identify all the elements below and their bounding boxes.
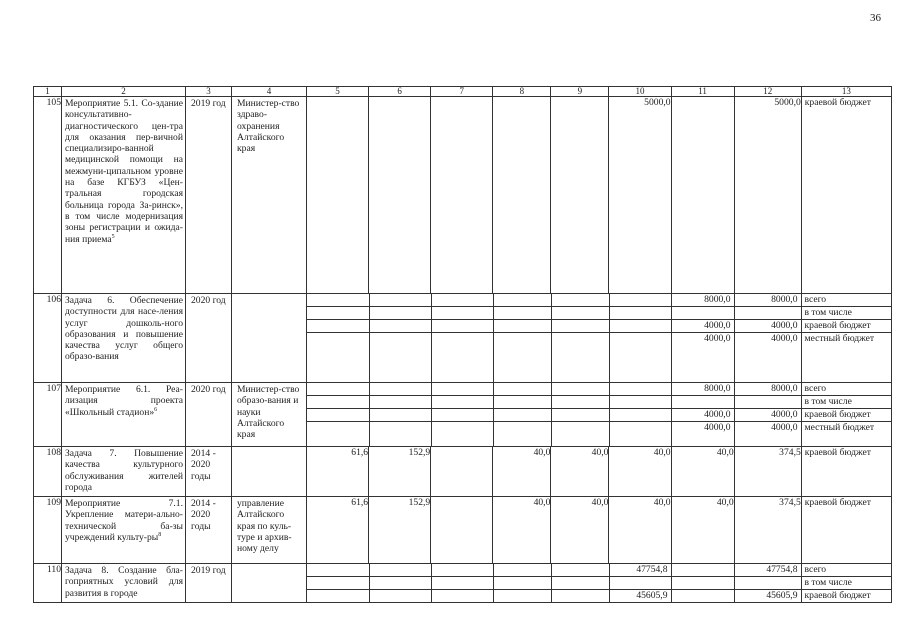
header-cell: 9 xyxy=(551,87,609,97)
funding-source: в том числе xyxy=(801,396,891,409)
activity-name: Задача 7. Повышение качества культурного обслуживания жителей города xyxy=(65,448,183,493)
value-cell: 4000,0 xyxy=(671,320,734,333)
funding-breakdown xyxy=(307,564,892,603)
period: 2020 год xyxy=(191,384,226,395)
footnote-mark: 5 xyxy=(111,233,115,240)
value-cell xyxy=(493,97,551,294)
funding-source: в том числе xyxy=(801,577,891,590)
row-number: 110 xyxy=(34,564,62,603)
activity-name-cell xyxy=(62,294,186,383)
header-cell: 2 xyxy=(62,87,186,97)
total-value: 4000,0 xyxy=(734,422,801,447)
value-cell xyxy=(431,447,493,497)
funding-source: всего xyxy=(801,564,891,577)
department-cell xyxy=(232,447,307,497)
department-cell xyxy=(232,383,307,447)
page-number: 36 xyxy=(870,12,881,24)
program-activities-table xyxy=(33,86,892,603)
period: 2020 год xyxy=(191,295,226,306)
header-cell: 5 xyxy=(307,87,369,97)
value-cell: 40,0 xyxy=(493,447,551,497)
funding-source: краевой бюджет xyxy=(801,497,891,564)
funding-source: местный бюджет xyxy=(801,333,891,383)
activity-name: Задача 8. Создание бла-гоприятных условий для развития в городе xyxy=(65,565,183,599)
funding-source: всего xyxy=(801,294,891,307)
header-cell: 4 xyxy=(232,87,307,97)
department-cell xyxy=(232,497,307,564)
period-cell xyxy=(186,564,232,603)
table-row-108 xyxy=(34,447,892,497)
funding-source: краевой бюджет xyxy=(801,447,891,497)
value-cell: 45605,9 xyxy=(609,590,671,603)
value-cell: 40,0 xyxy=(493,497,551,564)
table-row-105 xyxy=(34,97,892,294)
table-row-109 xyxy=(34,497,892,564)
department-cell xyxy=(232,97,307,294)
period-cell xyxy=(186,447,232,497)
value-cell: 47754,8 xyxy=(609,564,671,577)
activity-name: Мероприятие 5.1. Со-здание консультативно-диагностического цен-тра для оказания пер-вичной специализиро-ванной медицинской помощи на межмуни-ципальном уровне на базе КГБУЗ «Цен-тральная городская больница города За-ринск», в том числе модернизация зоны регистрации и ожида-ния приема xyxy=(65,98,183,245)
row-number: 105 xyxy=(34,97,62,294)
funding-source: всего xyxy=(801,383,891,396)
header-cell: 3 xyxy=(186,87,232,97)
value-cell: 8000,0 xyxy=(671,383,734,396)
department: управление Алтайского края по куль-туре и архив-ному делу xyxy=(237,498,292,555)
footnote-mark: 8 xyxy=(158,531,162,538)
value-cell: 40,0 xyxy=(551,497,609,564)
value-cell xyxy=(431,97,493,294)
department: Министер-ство образо-вания и науки Алтайского края xyxy=(237,384,300,441)
value-cell: 61,6 xyxy=(307,497,369,564)
activity-name-cell xyxy=(62,383,186,447)
header-cell: 11 xyxy=(671,87,734,97)
value-cell xyxy=(671,97,734,294)
period: 2014 - 2020 годы xyxy=(191,498,216,532)
value-cell: 152,9 xyxy=(369,447,431,497)
period: 2014 - 2020 годы xyxy=(191,448,216,482)
footnote-mark: 6 xyxy=(154,406,158,413)
row-number: 106 xyxy=(34,294,62,383)
value-cell: 152,9 xyxy=(369,497,431,564)
total-value: 374,5 xyxy=(734,447,801,497)
activity-name-cell xyxy=(62,97,186,294)
total-value: 4000,0 xyxy=(734,333,801,383)
total-value: 4000,0 xyxy=(734,320,801,333)
value-cell: 4000,0 xyxy=(671,333,734,383)
funding-breakdown xyxy=(307,294,892,383)
period-cell xyxy=(186,497,232,564)
total-value: 8000,0 xyxy=(734,294,801,307)
period-cell xyxy=(186,383,232,447)
row-number: 108 xyxy=(34,447,62,497)
value-cell: 4000,0 xyxy=(671,422,734,447)
value-cell: 8000,0 xyxy=(671,294,734,307)
value-cell: 4000,0 xyxy=(671,409,734,422)
header-cell: 13 xyxy=(801,87,891,97)
funding-source: краевой бюджет xyxy=(801,320,891,333)
funding-source: краевой бюджет xyxy=(801,590,891,603)
value-cell: 5000,0 xyxy=(609,97,671,294)
period: 2019 год xyxy=(191,565,226,576)
total-value: 45605,9 xyxy=(734,590,801,603)
table-row-106 xyxy=(34,294,892,383)
department-cell xyxy=(232,294,307,383)
row-number: 107 xyxy=(34,383,62,447)
activity-name: Мероприятие 6.1. Реа-лизация проекта «Школьный стадион» xyxy=(65,384,183,418)
activity-name-cell xyxy=(62,447,186,497)
table-row-110 xyxy=(34,564,892,603)
activity-name-cell xyxy=(62,497,186,564)
header-cell: 12 xyxy=(734,87,801,97)
value-cell xyxy=(431,497,493,564)
header-cell: 10 xyxy=(609,87,671,97)
header-cell: 6 xyxy=(369,87,431,97)
value-cell: 40,0 xyxy=(551,447,609,497)
total-value: 8000,0 xyxy=(734,383,801,396)
total-value: 4000,0 xyxy=(734,409,801,422)
value-cell: 40,0 xyxy=(671,447,734,497)
period-cell xyxy=(186,294,232,383)
total-value: 5000,0 xyxy=(734,97,801,294)
value-cell xyxy=(369,97,431,294)
funding-source: местный бюджет xyxy=(801,422,891,447)
department-cell xyxy=(232,564,307,603)
period-cell xyxy=(186,97,232,294)
value-cell: 40,0 xyxy=(609,497,671,564)
header-cell: 1 xyxy=(34,87,62,97)
funding-source: в том числе xyxy=(801,307,891,320)
total-value: 47754,8 xyxy=(734,564,801,577)
funding-source: краевой бюджет xyxy=(801,97,891,294)
value-cell xyxy=(307,97,369,294)
total-value: 374,5 xyxy=(734,497,801,564)
funding-breakdown xyxy=(307,383,892,447)
row-number: 109 xyxy=(34,497,62,564)
funding-source: краевой бюджет xyxy=(801,409,891,422)
activity-name-cell xyxy=(62,564,186,603)
header-cell: 8 xyxy=(493,87,551,97)
department: Министер-ство здраво-охранения Алтайского края xyxy=(237,98,300,155)
value-cell xyxy=(551,97,609,294)
value-cell: 61,6 xyxy=(307,447,369,497)
table-row-107 xyxy=(34,383,892,447)
activity-name: Задача 6. Обеспечение доступности для насе-ления услуг дошколь-ного образования и повышение качества услуг общего образо-вания xyxy=(65,295,183,363)
period: 2019 год xyxy=(191,98,226,109)
activity-name: Мероприятие 7.1. Укрепление матери-ально-технической ба-зы учреждений культу-ры xyxy=(65,498,183,543)
value-cell: 40,0 xyxy=(609,447,671,497)
header-cell: 7 xyxy=(431,87,493,97)
column-number-row xyxy=(34,87,892,97)
value-cell: 40,0 xyxy=(671,497,734,564)
